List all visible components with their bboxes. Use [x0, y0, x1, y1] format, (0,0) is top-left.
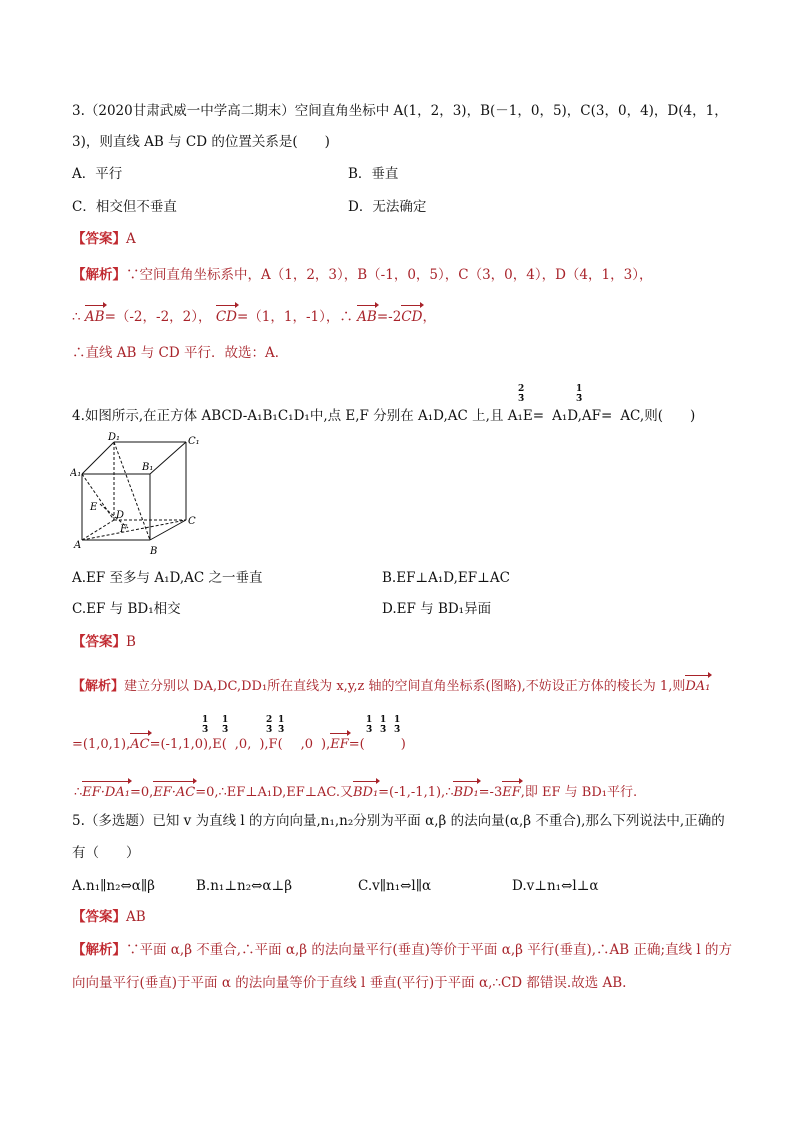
answer-value: AB — [126, 909, 146, 925]
q4-stem-mid: A₁D,AF= — [552, 408, 613, 424]
answer-tag: 【答案】 — [72, 634, 126, 650]
text: ),F( — [259, 737, 283, 752]
vector-value: =（1，1，-1），∴ — [236, 309, 353, 325]
text: =(-1,-1,1),∴ — [378, 785, 454, 800]
vector-da1: DA₁ — [685, 677, 710, 697]
text: =0,∴EF⊥A₁D,EF⊥AC.又 — [195, 785, 353, 800]
q3-analysis-line1 — [72, 265, 652, 285]
text: =( — [348, 737, 365, 752]
analysis-tag: 【解析】 — [72, 267, 126, 283]
label-a1: A₁ — [70, 468, 82, 479]
vector-ef: EF — [502, 783, 521, 803]
analysis-text: 建立分别以 DA,DC,DD₁所在直线为 x,y,z 轴的空间直角坐标系(图略),不妨设正方体的棱长为 1,则 — [124, 679, 686, 694]
fraction-one-third: 1 3 — [222, 715, 229, 735]
q3-option-c: C．相交但不垂直 — [72, 199, 177, 215]
q5-analysis-line1 — [72, 940, 732, 960]
q4-option-d: D.EF 与 BD₁异面 — [382, 601, 492, 617]
label-a: A — [74, 540, 82, 551]
text: =(-1,1,0),E( — [149, 737, 227, 752]
q4-stem-end: AC,则( ) — [620, 408, 696, 424]
text: ,0, — [234, 737, 252, 752]
q3-stem-line1: 3.（2020甘肃武威一中学高二期末）空间直角坐标中 A(1，2，3)，B(－1，0，5)，C(3，0，4)，D(4，1， — [72, 103, 728, 119]
q5-analysis-line2: 向向量平行(垂直)于平面 α 的法向量等价于直线 l 垂直(平行)于平面 α,∴CD 都错误.故选 AB. — [72, 975, 627, 991]
label-e: E — [90, 502, 98, 513]
analysis-tag: 【解析】 — [72, 942, 126, 958]
q4-option-c: C.EF 与 BD₁相交 — [72, 601, 181, 617]
q4-stem — [72, 406, 695, 426]
text: ), — [321, 737, 331, 752]
q3-analysis-line3: ∴直线 AB 与 CD 平行．故选：A． — [72, 345, 289, 361]
label-b1: B₁ — [142, 462, 154, 473]
q5-option-b: B.n₁⊥n₂⇔α⊥β — [196, 878, 293, 894]
vector-ab: AB — [357, 309, 377, 325]
answer-tag: 【答案】 — [72, 231, 126, 247]
fraction-one-third: 1 3 — [366, 715, 373, 735]
label-b: B — [150, 546, 158, 557]
vector-bd1: BD₁ — [453, 783, 478, 803]
punctuation: ， — [422, 309, 436, 325]
vector-value: =-2 — [376, 309, 402, 325]
label-c: C — [188, 516, 196, 527]
fraction-two-thirds: 2 3 — [266, 715, 273, 735]
vector-cd: CD — [215, 309, 237, 325]
q5-option-d: D.v⊥n₁⇔l⊥α — [512, 878, 599, 894]
q4-option-b: B.EF⊥A₁D,EF⊥AC — [382, 570, 510, 586]
q4-analysis-line1 — [72, 677, 710, 697]
q5-stem-line2: 有（ ） — [72, 845, 140, 861]
vector-ef-dot-da1: EF·DA₁ — [82, 783, 130, 803]
answer-value: B — [126, 634, 136, 650]
label-d1: D₁ — [108, 432, 121, 443]
analysis-tag: 【解析】 — [72, 679, 125, 694]
q4-analysis-line2 — [72, 735, 406, 755]
vector-cd: CD — [401, 309, 423, 325]
q3-analysis-line2 — [72, 307, 436, 327]
label-f: F — [120, 524, 127, 535]
q3-stem-line2: 3)，则直线 AB 与 CD 的位置关系是( ) — [72, 134, 330, 150]
therefore-symbol: ∴ — [72, 309, 81, 325]
q3-option-d: D．无法确定 — [348, 199, 427, 215]
text: =0, — [129, 785, 154, 800]
answer-value: A — [126, 231, 136, 247]
vector-value: =（-2，-2，2）， — [104, 309, 212, 325]
q3-answer — [72, 229, 136, 249]
answer-tag: 【答案】 — [72, 909, 126, 925]
q4-option-a: A.EF 至多与 A₁D,AC 之一垂直 — [72, 570, 263, 586]
q5-stem-line1: 5.（多选题）已知 v 为直线 l 的方向向量,n₁,n₂分别为平面 α,β 的法向量(α,β 不重合),那么下列说法中,正确的 — [72, 813, 725, 829]
q4-analysis-line3 — [74, 783, 637, 803]
vector-ac: AC — [130, 735, 149, 755]
text: ) — [400, 737, 406, 752]
fraction-one-third: 1 3 — [278, 715, 285, 735]
label-c1: C₁ — [188, 436, 200, 447]
q3-option-a: A．平行 — [72, 166, 123, 182]
fraction-two-thirds: 2 3 — [518, 384, 525, 404]
text: ,0 — [300, 737, 314, 752]
vector-bd1: BD₁ — [353, 783, 378, 803]
q3-option-b: B．垂直 — [348, 166, 399, 182]
fraction-one-third: 1 3 — [202, 715, 209, 735]
fraction-one-third: 1 3 — [576, 384, 583, 404]
vector-ef-dot-ac: EF·AC — [153, 783, 195, 803]
analysis-text: ∵空间直角坐标系中，A（1，2，3），B（-1，0，5），C（3，0，4），D（4，1，3）， — [126, 267, 653, 283]
q4-answer — [72, 632, 136, 652]
text: =(1,0,1), — [72, 737, 131, 752]
vector-ef: EF — [330, 735, 349, 755]
fraction-one-third: 1 3 — [380, 715, 387, 735]
therefore-symbol: ∴ — [74, 785, 83, 800]
text: =-3 — [478, 785, 503, 800]
vector-ab: AB — [84, 309, 105, 325]
fraction-one-third: 1 3 — [394, 715, 401, 735]
q5-option-c: C.v∥n₁⇔l∥α — [358, 878, 432, 894]
label-d: D — [116, 510, 125, 521]
q5-answer — [72, 907, 146, 927]
q5-option-a: A.n₁∥n₂⇔α∥β — [72, 878, 155, 894]
analysis-text: ∵平面 α,β 不重合,∴平面 α,β 的法向量平行(垂直)等价于平面 α,β 平行(垂直),∴AB 正确;直线 l 的方 — [126, 942, 732, 958]
cube-figure — [70, 432, 210, 560]
text: ,即 EF 与 BD₁平行. — [520, 785, 638, 800]
q4-stem-text: 4.如图所示,在正方体 ABCD-A₁B₁C₁D₁中,点 E,F 分别在 A₁D,AC 上,且 A₁E= — [72, 408, 545, 424]
